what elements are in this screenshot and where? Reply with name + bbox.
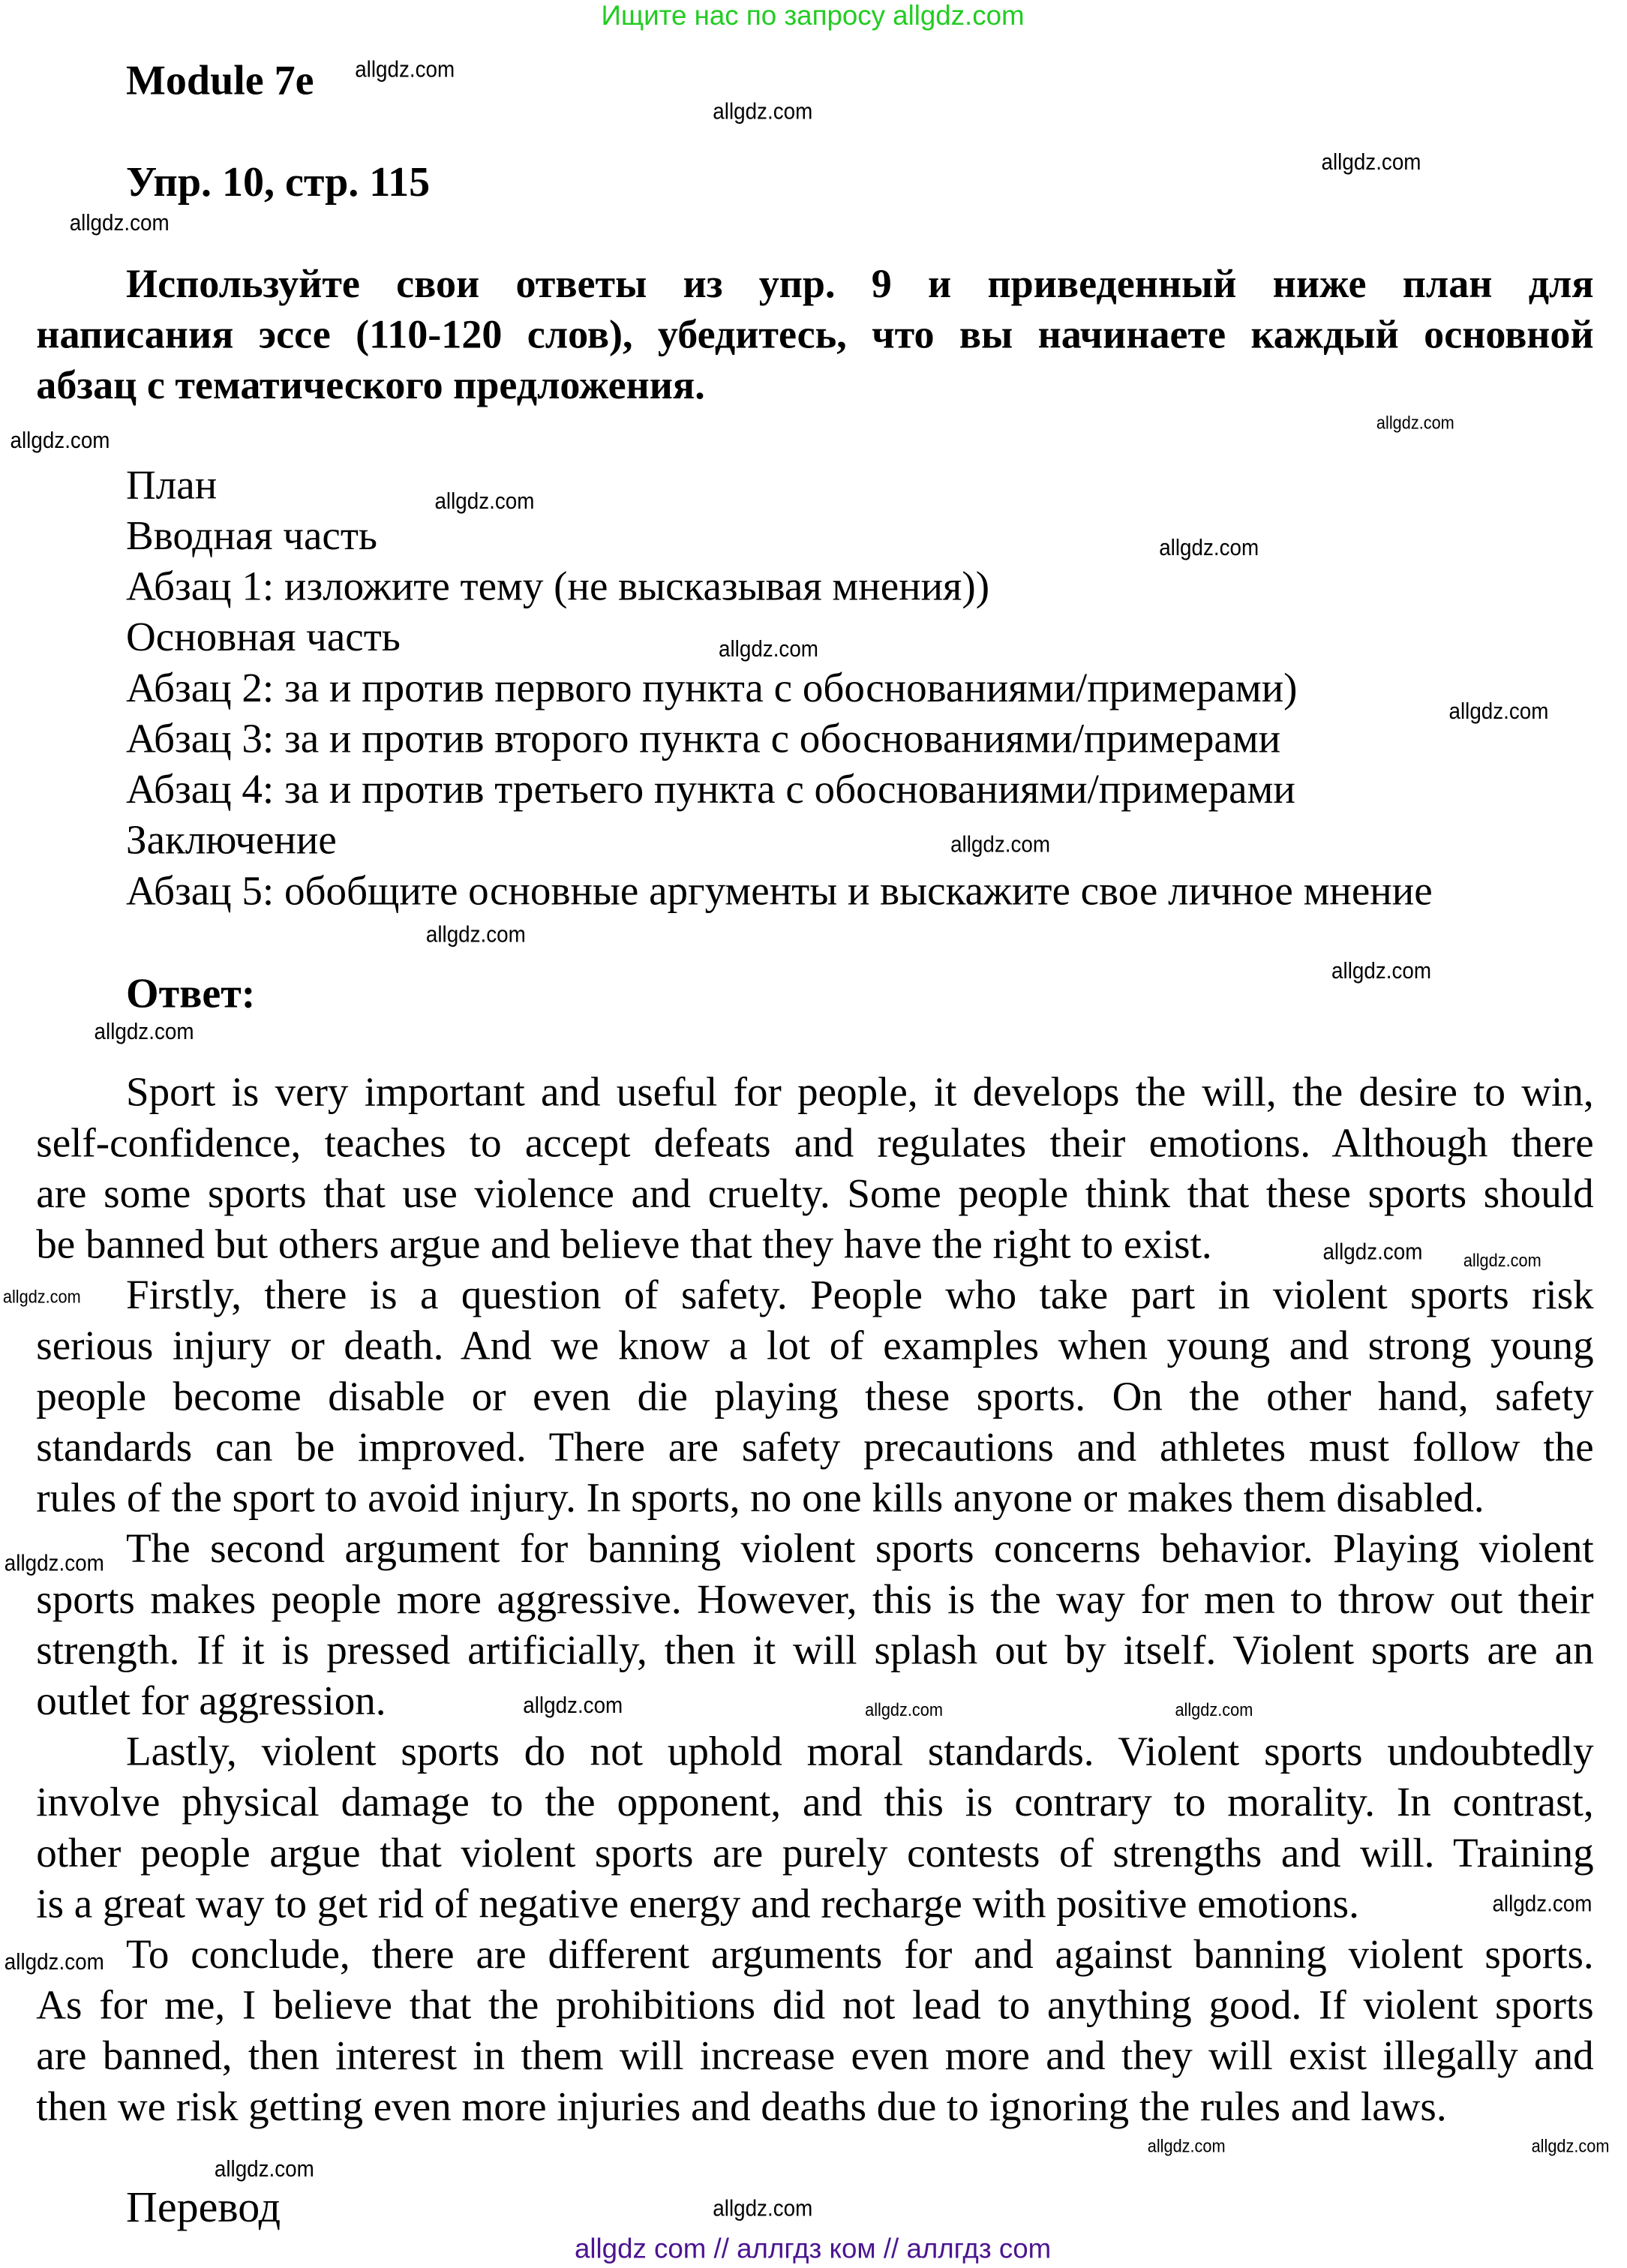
translation-heading: Перевод	[126, 2183, 281, 2232]
plan-item: Абзац 4: за и против третьего пункта с обоснованиями/примерами	[126, 768, 1295, 813]
watermark-text: allgdz.com	[214, 2158, 314, 2182]
essay-line: Sport is very important and useful for people, it develops the will, the desire to win,	[126, 1071, 1594, 1116]
watermark-text: allgdz.com	[94, 1020, 194, 1045]
watermark-text: allgdz.com	[355, 58, 455, 83]
answer-heading: Ответ:	[126, 971, 256, 1017]
plan-item: Вводная часть	[126, 514, 378, 560]
watermark-text: allgdz.com	[1463, 1250, 1541, 1271]
essay-line: sports makes people more aggressive. However, this is the way for men to throw out their	[36, 1578, 1594, 1624]
essay-line: people become disable or even die playing these sports. On the other hand, safety	[36, 1374, 1594, 1420]
plan-item: Основная часть	[126, 615, 401, 661]
watermark-text: allgdz.com	[434, 489, 535, 515]
essay-line: outlet for aggression.	[36, 1679, 386, 1725]
essay-line: strength. If it is pressed artificially, then it will splash out by itself. Violent sports are an	[36, 1629, 1594, 1674]
watermark-text: allgdz.com	[523, 1693, 623, 1719]
watermark-text: allgdz.com	[4, 1950, 104, 1975]
essay-line: The second argument for banning violent sports concerns behavior. Playing violent	[126, 1527, 1594, 1573]
watermark-text: allgdz.com	[1492, 1892, 1592, 1918]
bottom-banner[interactable]: allgdz com // аллгдз ком // аллгдз com	[574, 2234, 1052, 2265]
essay-line: Lastly, violent sports do not uphold moral standards. Violent sports undoubtedly	[126, 1730, 1594, 1776]
essay-line: then we risk getting even more injuries and deaths due to ignoring the rules and laws.	[36, 2085, 1447, 2131]
instruction-line: абзац с тематического предложения.	[36, 363, 705, 409]
watermark-text: allgdz.com	[2, 1287, 81, 1308]
watermark-text: allgdz.com	[1175, 1699, 1253, 1720]
watermark-text: allgdz.com	[1159, 536, 1259, 561]
plan-item: Заключение	[126, 819, 337, 864]
essay-line: is a great way to get rid of negative energy and recharge with positive emotions.	[36, 1882, 1359, 1927]
watermark-text: allgdz.com	[1331, 959, 1432, 984]
exercise-title: Упр. 10, стр. 115	[126, 159, 431, 206]
plan-item: Абзац 5: обобщите основные аргументы и выскажите свое личное мнение	[126, 869, 1433, 915]
watermark-text: allgdz.com	[950, 833, 1051, 858]
watermark-text: allgdz.com	[865, 1699, 943, 1720]
essay-line: standards can be improved. There are safety precautions and athletes must follow the	[36, 1425, 1594, 1471]
watermark-text: allgdz.com	[10, 428, 110, 454]
essay-line: rules of the sport to avoid injury. In sports, no one kills anyone or makes them disabled.	[36, 1476, 1484, 1522]
watermark-text: allgdz.com	[713, 2197, 813, 2221]
essay-line: To conclude, there are different arguments for and against banning violent sports.	[126, 1933, 1594, 1978]
plan-item: Абзац 1: изложите тему (не высказывая мнения))	[126, 565, 990, 611]
essay-line: serious injury or death. And we know a lot of examples when young and strong young	[36, 1324, 1594, 1370]
essay-line: involve physical damage to the opponent, and this is contrary to morality. In contrast,	[36, 1780, 1594, 1826]
watermark-text: allgdz.com	[713, 100, 813, 125]
watermark-text: allgdz.com	[1322, 1240, 1423, 1266]
essay-line: other people argue that violent sports are purely contests of strengths and will. Training	[36, 1831, 1594, 1877]
watermark-text: allgdz.com	[719, 637, 818, 662]
watermark-text: allgdz.com	[1448, 699, 1549, 725]
plan-item: Абзац 2: за и против первого пункта с обоснованиями/примерами)	[126, 666, 1298, 712]
essay-line: As for me, I believe that the prohibitions did not lead to anything good. If violent sports	[36, 1984, 1594, 2029]
essay-line: Firstly, there is a question of safety. People who take part in violent sports risk	[126, 1273, 1594, 1319]
watermark-text: allgdz.com	[1531, 2136, 1610, 2157]
instruction-line: написания эссе (110-120 слов), убедитесь, что вы начинаете каждый основной	[36, 313, 1594, 359]
essay-line: are banned, then interest in them will increase even more and they will exist illegally and	[36, 2034, 1594, 2080]
watermark-text: allgdz.com	[69, 211, 170, 236]
instruction-line: Используйте свои ответы из упр. 9 и приведенный ниже план для	[126, 262, 1594, 308]
watermark-text: allgdz.com	[1147, 2136, 1226, 2157]
essay-line: be banned but others argue and believe that they have the right to exist.	[36, 1223, 1212, 1269]
plan-item: Абзац 3: за и против второго пункта с обоснованиями/примерами	[126, 717, 1281, 762]
watermark-text: allgdz.com	[1321, 150, 1421, 176]
plan-heading: План	[126, 464, 218, 509]
watermark-text: allgdz.com	[4, 1552, 104, 1577]
top-banner: Ищите нас по запросу allgdz.com	[601, 1, 1025, 32]
watermark-text: allgdz.com	[425, 923, 526, 948]
module-title: Module 7e	[126, 58, 314, 105]
watermark-text: allgdz.com	[1376, 413, 1454, 434]
essay-line: are some sports that use violence and cruelty. Some people think that these sports should	[36, 1172, 1594, 1218]
essay-line: self-confidence, teaches to accept defeats and regulates their emotions. Although there	[36, 1121, 1594, 1167]
